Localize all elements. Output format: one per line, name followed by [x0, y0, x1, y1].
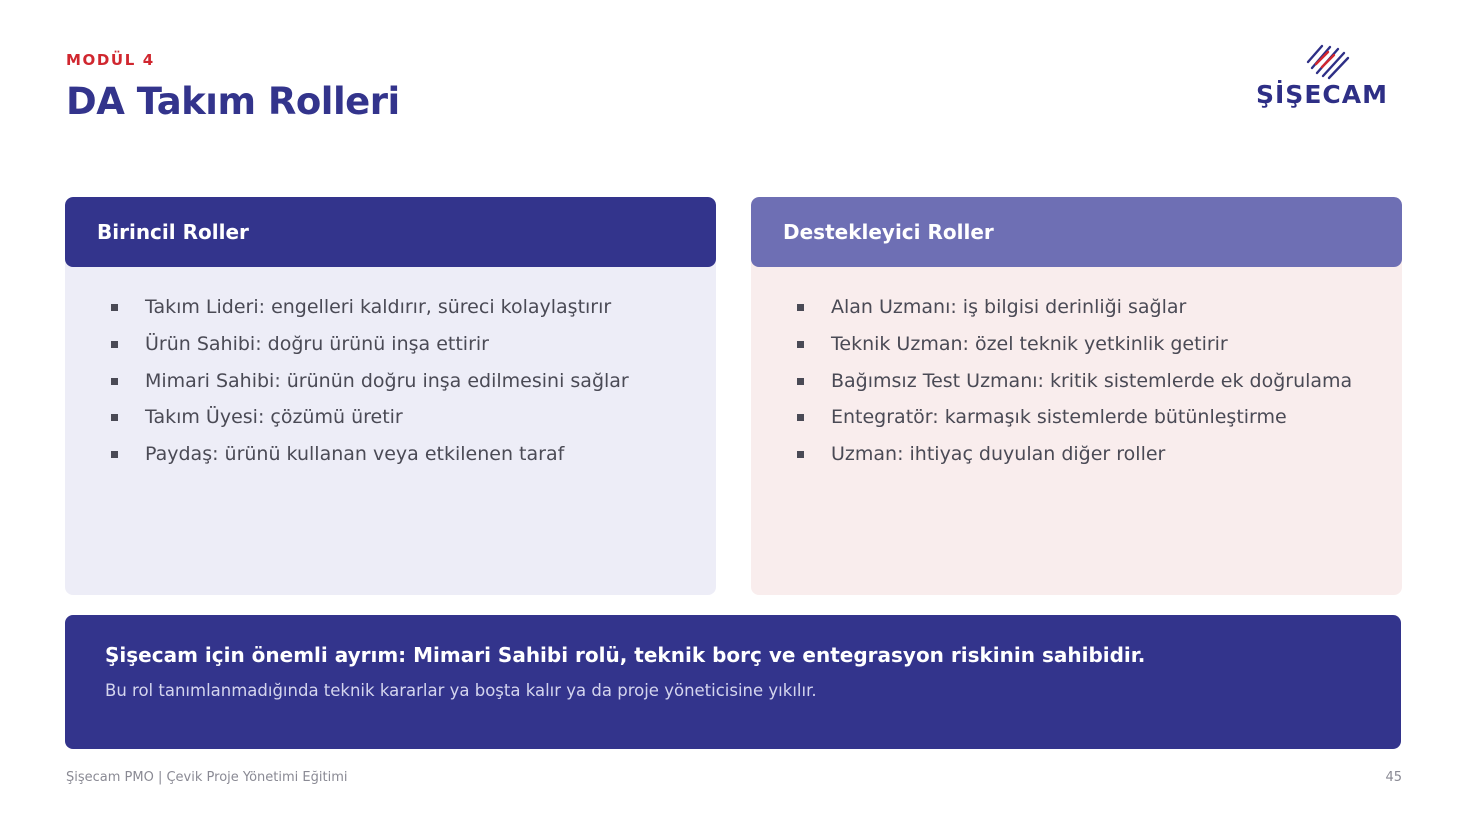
square-bullet-icon: [797, 341, 804, 348]
key-distinction-callout: [65, 615, 1401, 749]
sisecam-logo: [1256, 42, 1406, 116]
logo-wordmark: ŞİŞECAM: [1256, 80, 1388, 109]
square-bullet-icon: [111, 414, 118, 421]
square-bullet-icon: [797, 414, 804, 421]
square-bullet-icon: [111, 378, 118, 385]
supporting-roles-title: Destekleyici Roller: [751, 197, 1402, 267]
list-item: Alan Uzmanı: iş bilgisi derinliği sağlar: [751, 289, 1402, 326]
module-label: MODÜL 4: [66, 51, 155, 69]
page-title: DA Takım Rolleri: [66, 80, 400, 123]
square-bullet-icon: [797, 451, 804, 458]
square-bullet-icon: [111, 341, 118, 348]
list-item: Uzman: ihtiyaç duyulan diğer roller: [751, 436, 1402, 473]
callout-detail: Bu rol tanımlanmadığında teknik kararlar ya boşta kalır ya da proje yöneticisine yıkılır.: [105, 681, 817, 700]
square-bullet-icon: [111, 304, 118, 311]
supporting-roles-card: [751, 197, 1402, 595]
list-item: Entegratör: karmaşık sistemlerde bütünleştirme: [751, 399, 1402, 436]
logo-mark-icon: [1256, 42, 1406, 82]
square-bullet-icon: [797, 304, 804, 311]
primary-roles-card: [65, 197, 716, 595]
list-item: Takım Üyesi: çözümü üretir: [65, 399, 716, 436]
list-item: Mimari Sahibi: ürünün doğru inşa edilmesini sağlar: [65, 363, 716, 400]
primary-roles-list: [65, 267, 716, 473]
page-number: 45: [1385, 770, 1402, 785]
list-item: Takım Lideri: engelleri kaldırır, süreci kolaylaştırır: [65, 289, 716, 326]
list-item: Teknik Uzman: özel teknik yetkinlik getirir: [751, 326, 1402, 363]
square-bullet-icon: [111, 451, 118, 458]
primary-roles-title: Birincil Roller: [65, 197, 716, 267]
footer-text: Şişecam PMO | Çevik Proje Yönetimi Eğitimi: [66, 770, 348, 785]
supporting-roles-list: [751, 267, 1402, 473]
list-item: Paydaş: ürünü kullanan veya etkilenen taraf: [65, 436, 716, 473]
list-item: Bağımsız Test Uzmanı: kritik sistemlerde ek doğrulama: [751, 363, 1402, 400]
square-bullet-icon: [797, 378, 804, 385]
list-item: Ürün Sahibi: doğru ürünü inşa ettirir: [65, 326, 716, 363]
callout-headline: Şişecam için önemli ayrım: Mimari Sahibi rolü, teknik borç ve entegrasyon riskinin sahibidir.: [105, 643, 1146, 667]
